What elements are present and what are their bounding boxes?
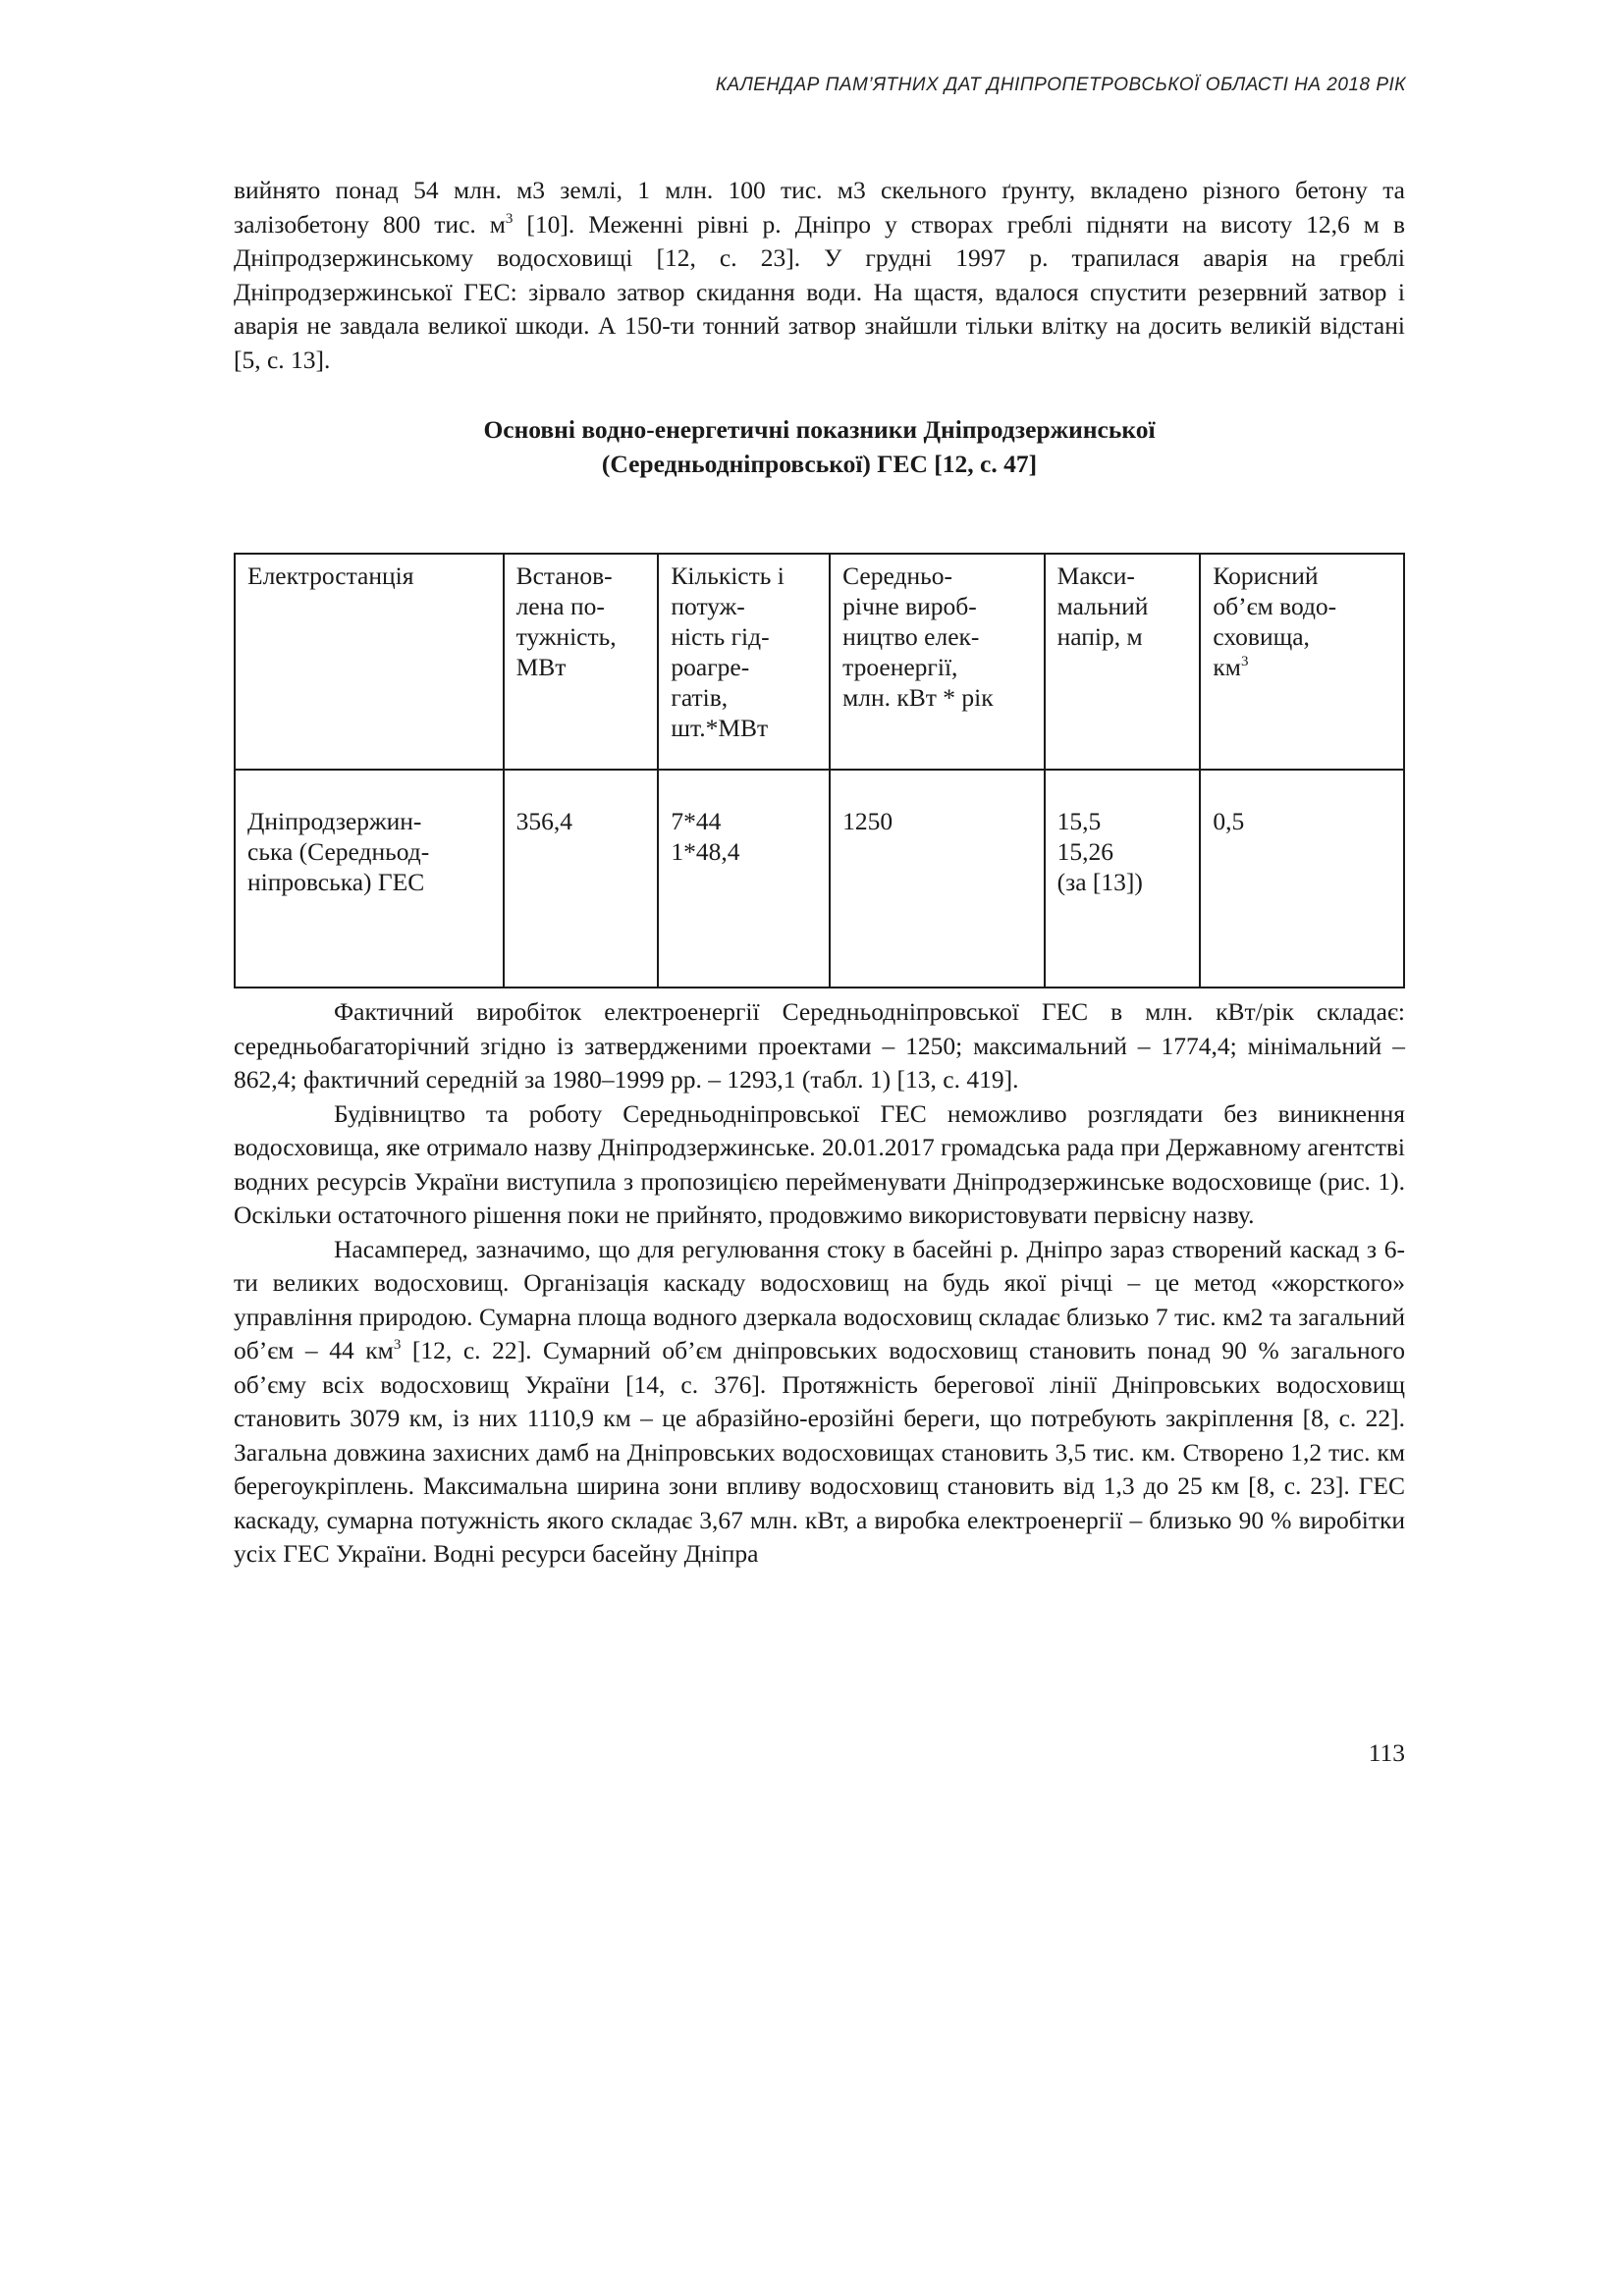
cell-units: 7*44 1*48,4 (658, 770, 830, 988)
header-installed-capacity: Встанов- лена по- тужність, МВт (504, 554, 659, 770)
header-annual-output: Середньо- річне вироб- ництво елек- троенергії, млн. кВт * рік (830, 554, 1045, 770)
cell-useful-volume: 0,5 (1200, 770, 1404, 988)
body-text (234, 995, 1405, 1572)
body-paragraph-3-text-a: Насамперед, зазначимо, що для регулювання стоку в басейні р. Дніпро зараз створений каскад з 6-ти великих водосховищ. Організація каскаду водосховищ на будь якої річці – це метод «жорсткого» управління природою. Сумарна площа водного дзеркала водосховищ складає близько 7 тис. км2 та загальний об’єм – 44 км (234, 1234, 1405, 1364)
cell-max-head: 15,5 15,26 (за [13]) (1045, 770, 1201, 988)
cell-capacity: 356,4 (504, 770, 659, 988)
hydro-indicators-table (234, 553, 1405, 988)
cell-station: Дніпродзержин- ська (Середньод- ніпровська) ГЕС (235, 770, 504, 988)
intro-paragraph (234, 174, 1405, 377)
body-paragraph-3 (234, 1233, 1405, 1572)
intro-text-b: [10]. Меженні рівні р. Дніпро у створах греблі підняти на висоту 12,6 м в Дніпродзержинському водосховищі [12, с. 23]. У грудні 1997 р. трапилася аварія на греблі Дніпродзержинської ГЕС: зірвало затвор скидання води. На щастя, вдалося спустити резервний затвор і аварія не завдала великої шкоди. А 150-ти тонний затвор знайшли тільки влітку на досить великій відстані [5, с. 13]. (234, 209, 1405, 374)
table-caption (234, 413, 1405, 481)
body-paragraph-2: Будівництво та роботу Середньодніпровської ГЕС неможливо розглядати без виникнення водосховища, яке отримало назву Дніпродзержинське. 20.01.2017 громадська рада при Державному агентстві водних ресурсів України виступила з пропозицією перейменувати Дніпродзержинське водосховище (рис. 1). Оскільки остаточного рішення поки не прийнято, продовжимо використовувати первісну назву. (234, 1098, 1405, 1229)
table-header-row (235, 554, 1404, 770)
header-station: Електростанція (235, 554, 504, 770)
body-paragraph-1: Фактичний виробіток електроенергії Середньодніпровської ГЕС в млн. кВт/рік складає: середньобагаторічний згідно із затвердженими проектами – 1250; максимальний – 1774,4; мінімальний – 862,4; фактичний середній за 1980–1999 рр. – 1293,1 (табл. 1) [13, с. 419]. (234, 997, 1405, 1094)
running-header: КАЛЕНДАР ПАМ’ЯТНИХ ДАТ ДНІПРОПЕТРОВСЬКОЇ ОБЛАСТІ НА 2018 РІК (715, 75, 1406, 95)
table-row (235, 770, 1404, 988)
page-number: 113 (1368, 1738, 1405, 1767)
table-caption-line-1: Основні водно-енергетичні показники Дніпродзержинської (483, 415, 1156, 444)
superscript: 3 (505, 210, 514, 227)
intro-text-a: вийнято понад 54 млн. м3 землі, 1 млн. 100 тис. м3 скельного ґрунту, вкладено різного бетону та залізобетону 800 тис. м (234, 176, 1405, 239)
superscript: 3 (393, 1337, 402, 1353)
superscript: 3 (1240, 654, 1249, 669)
body-paragraph-3-text-b: [12, с. 22]. Сумарний об’єм дніпровських водосховищ становить понад 90 % загального об’єму всіх водосховищ України [14, с. 376]. Протяжність берегової лінії Дніпровських водосховищ становить 3079 км, із них 1110,9 км – це абразійно-ерозійні береги, що потребують закріплення [8, с. 22]. Загальна довжина захисних дамб на Дніпровських водосховищах становить 3,5 тис. км. Створено 1,2 тис. км берегоукріплень. Максимальна ширина зони впливу водосховищ становить від 1,3 до 25 км [8, с. 23]. ГЕС каскаду, сумарна потужність якого складає 3,67 млн. кВт, а виробка електроенергії – близько 90 % виробітки усіх ГЕС України. Водні ресурси басейну Дніпра (234, 1336, 1405, 1568)
header-useful-volume (1200, 554, 1404, 770)
header-units: Кількість і потуж- ність гід- роагре- гатів, шт.*МВт (658, 554, 830, 770)
cell-annual-output: 1250 (830, 770, 1045, 988)
header-max-head: Макси- мальний напір, м (1045, 554, 1201, 770)
table-caption-line-2: (Середньодніпровської) ГЕС [12, с. 47] (601, 449, 1038, 478)
header-useful-volume-text: Корисний об’єм водо- сховища, км (1213, 561, 1337, 681)
